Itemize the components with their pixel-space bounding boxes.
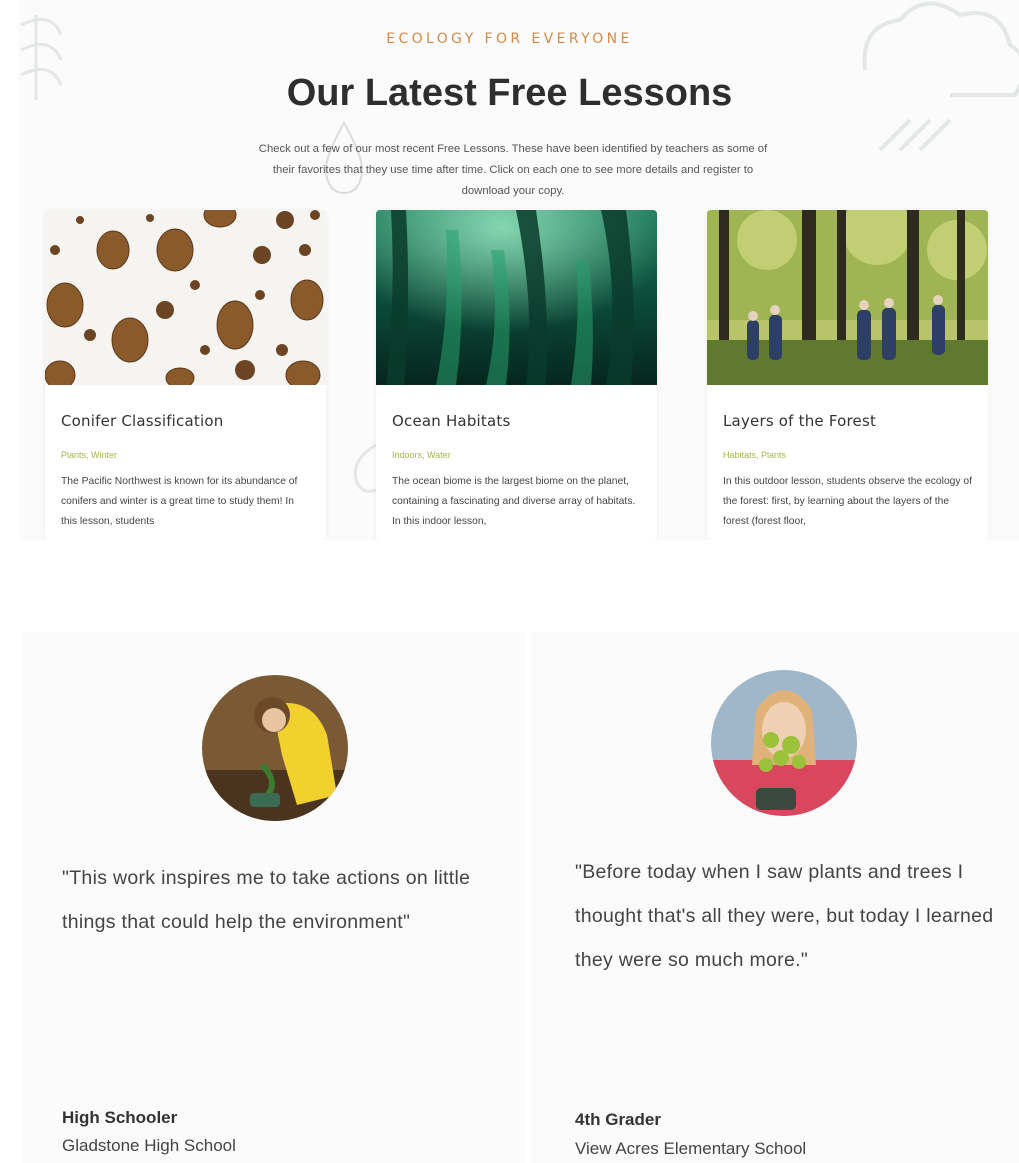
lesson-excerpt: The Pacific Northwest is known for its abundance of conifers and winter is a great time to study them! In this lesson, students xyxy=(61,476,298,527)
lesson-tags[interactable]: Habitats, Plants xyxy=(723,450,787,460)
lesson-title[interactable]: Ocean Habitats xyxy=(392,412,511,430)
testimonial-card xyxy=(532,632,1019,1163)
forest-students-photo[interactable] xyxy=(707,210,988,385)
section-title: Our Latest Free Lessons xyxy=(286,72,733,114)
lesson-tags[interactable]: Indoors, Water xyxy=(392,450,451,460)
lesson-card[interactable] xyxy=(45,210,326,540)
lesson-excerpt: In this outdoor lesson, students observe the ecology of the forest: first, by learning about the layers of the forest (forest floor, xyxy=(723,476,972,527)
testimonial-quote: "Before today when I saw plants and trees I thought that's all they were, but today I learned they were so much more." xyxy=(575,861,994,971)
lesson-title[interactable]: Layers of the Forest xyxy=(723,412,877,430)
pinecones-photo[interactable] xyxy=(45,210,326,385)
section-eyebrow: ECOLOGY FOR EVERYONE xyxy=(386,31,633,47)
girl-with-leaves-photo xyxy=(711,670,857,816)
testimonial-school: View Acres Elementary School xyxy=(575,1139,807,1158)
testimonial-quote: "This work inspires me to take actions on little things that could help the environment" xyxy=(62,867,471,933)
testimonial-school: Gladstone High School xyxy=(62,1136,236,1155)
testimonial-card xyxy=(22,632,526,1163)
section-intro: Check out a few of our most recent Free Lessons. These have been identified by teachers as some of their favorites that they use time after time. Click on each one to see more details and register to download your copy. xyxy=(258,143,768,198)
kelp-forest-photo[interactable] xyxy=(376,210,657,385)
student-planting-photo xyxy=(202,675,348,821)
lesson-cards xyxy=(18,210,1019,540)
lesson-card[interactable] xyxy=(707,210,988,540)
lesson-tags[interactable]: Plants, Winter xyxy=(61,450,118,460)
latest-lessons-section xyxy=(18,0,1019,540)
lesson-title[interactable]: Conifer Classification xyxy=(61,412,224,430)
lesson-excerpt: The ocean biome is the largest biome on the planet, containing a fascinating and diverse array of habitats. In this indoor lesson, xyxy=(392,476,636,527)
testimonial-name: 4th Grader xyxy=(575,1110,661,1129)
lesson-card[interactable] xyxy=(376,210,657,540)
testimonial-name: High Schooler xyxy=(62,1108,178,1127)
